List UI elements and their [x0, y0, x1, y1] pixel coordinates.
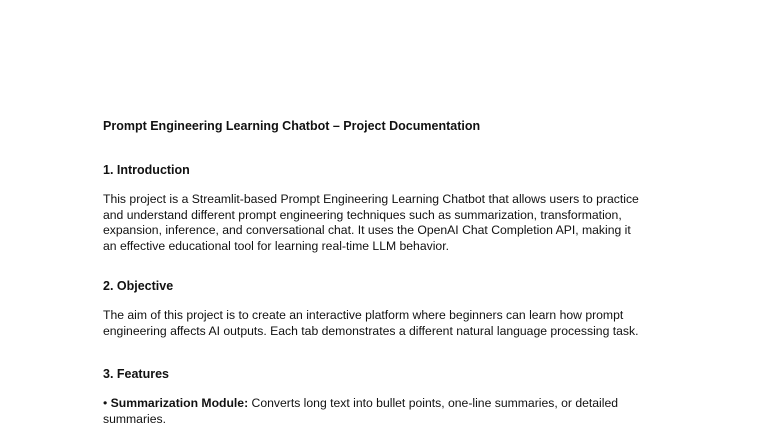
bullet-line — [103, 396, 683, 412]
objective-paragraph — [103, 308, 703, 339]
paragraph-line: expansion, inference, and conversational chat. It uses the OpenAI Chat Completion API, making it — [103, 223, 631, 237]
paragraph-line: The aim of this project is to create an interactive platform where beginners can learn how prompt — [103, 308, 624, 322]
bullet-continuation: summaries. — [103, 411, 166, 426]
paragraph-line: and understand different prompt engineering techniques such as summarization, transformation, — [103, 207, 622, 222]
bullet-marker: • — [103, 396, 108, 410]
introduction-paragraph — [103, 192, 703, 254]
document-body — [103, 118, 703, 427]
paragraph-line: This project is a Streamlit-based Prompt Engineering Learning Chatbot that allows users to practice — [103, 192, 639, 206]
section-heading-features: 3. Features — [103, 367, 170, 381]
paragraph-line: an effective educational tool for learning real-time LLM behavior. — [103, 238, 449, 253]
paragraph-line: engineering affects AI outputs. Each tab demonstrates a different natural language processing task. — [103, 323, 639, 338]
feature-bullet-item — [103, 396, 703, 427]
document-title: Prompt Engineering Learning Chatbot – Project Documentation — [103, 119, 481, 133]
bullet-label: Summarization Module: — [110, 396, 249, 410]
section-heading-objective: 2. Objective — [103, 279, 174, 293]
bullet-text: Converts long text into bullet points, one-line summaries, or detailed — [248, 396, 619, 410]
section-heading-introduction: 1. Introduction — [103, 163, 190, 177]
